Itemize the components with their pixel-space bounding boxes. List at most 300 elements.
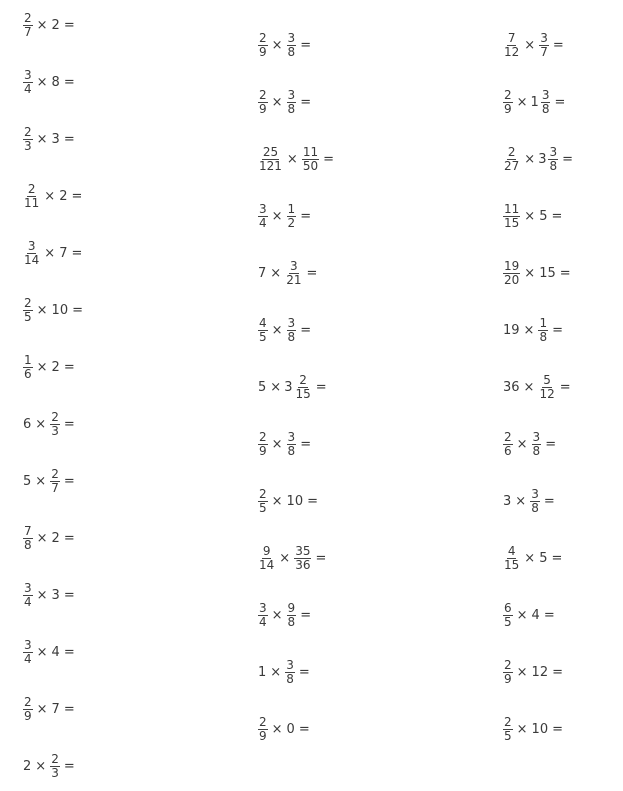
numerator: 9: [262, 543, 271, 558]
denominator: 27: [504, 158, 520, 173]
denominator: 121: [259, 158, 282, 173]
number: 19: [503, 322, 520, 338]
times-sign: ×: [271, 721, 283, 737]
equals-sign: =: [543, 607, 555, 623]
numerator: 1: [539, 315, 548, 330]
denominator: 8: [287, 44, 296, 59]
numerator: 3: [287, 30, 296, 45]
numerator: 2: [259, 714, 267, 729]
fraction: [50, 411, 60, 438]
equals-sign: =: [551, 550, 563, 566]
equals-sign: =: [543, 493, 555, 509]
number: 12: [531, 664, 549, 680]
equals-sign: =: [300, 37, 312, 53]
fraction: [294, 374, 311, 401]
equals-sign: =: [554, 94, 566, 110]
fraction: [503, 260, 520, 287]
numerator: 3: [549, 144, 558, 159]
fraction: [23, 126, 33, 153]
numerator: 3: [259, 201, 267, 216]
fraction: [503, 32, 520, 59]
numerator: 2: [24, 694, 32, 709]
denominator: 9: [259, 44, 267, 59]
denominator: 4: [24, 81, 32, 96]
denominator: 8: [541, 101, 550, 116]
problem-row: [257, 647, 313, 697]
number: 15: [539, 265, 556, 281]
equals-sign: =: [63, 416, 75, 432]
fraction: [258, 716, 268, 743]
equals-sign: =: [300, 607, 312, 623]
times-sign: ×: [271, 493, 283, 509]
denominator: 8: [287, 101, 296, 116]
equals-sign: =: [300, 436, 312, 452]
times-sign: ×: [516, 607, 528, 623]
numerator: 2: [51, 751, 59, 766]
numerator: 4: [507, 543, 516, 558]
denominator: 14: [259, 557, 275, 572]
numerator: 9: [287, 600, 296, 615]
times-sign: ×: [36, 359, 48, 375]
problem-row: [22, 228, 85, 278]
problem-row: [257, 419, 314, 469]
numerator: 6: [504, 600, 512, 615]
numerator: 2: [24, 124, 32, 139]
fraction: [23, 183, 40, 210]
number: 7: [258, 265, 267, 281]
fraction: [23, 69, 33, 96]
problem-row: [22, 114, 78, 164]
denominator: 8: [532, 443, 541, 458]
denominator: 36: [295, 557, 311, 572]
problem-row: [257, 533, 329, 583]
denominator: 5: [259, 500, 267, 515]
equals-sign: =: [300, 208, 312, 224]
fraction: [287, 431, 297, 458]
problem-row: [502, 248, 574, 298]
fraction: [503, 716, 513, 743]
equals-sign: =: [552, 721, 563, 737]
times-sign: ×: [36, 587, 48, 603]
numerator: 2: [504, 429, 512, 444]
denominator: 5: [504, 614, 512, 629]
fraction: [50, 468, 60, 495]
equals-sign: =: [72, 302, 83, 318]
problem-row: [502, 134, 576, 184]
number: 5: [539, 550, 548, 566]
numerator: 3: [531, 486, 539, 501]
denominator: 8: [287, 443, 296, 458]
denominator: 8: [286, 671, 294, 686]
number: 3: [503, 493, 512, 509]
times-sign: ×: [36, 74, 48, 90]
times-sign: ×: [271, 322, 283, 338]
fraction: [287, 317, 297, 344]
fraction: [548, 146, 558, 173]
problem-row: [22, 285, 86, 335]
number: 2: [23, 758, 32, 774]
problem-row: [502, 305, 566, 355]
fraction: [541, 89, 551, 116]
equals-sign: =: [559, 265, 571, 281]
problem-row: [502, 419, 559, 469]
equals-sign: =: [63, 473, 75, 489]
problem-row: [22, 171, 85, 221]
fraction: [285, 260, 302, 287]
denominator: 50: [302, 158, 319, 173]
number: 0: [286, 721, 295, 737]
denominator: 6: [504, 443, 512, 458]
equals-sign: =: [63, 359, 75, 375]
problem-row: [257, 191, 314, 241]
numerator: 1: [287, 201, 296, 216]
equals-sign: =: [63, 74, 75, 90]
times-sign: ×: [36, 17, 48, 33]
numerator: 4: [259, 315, 267, 330]
problem-row: [502, 647, 566, 697]
equals-sign: =: [63, 758, 75, 774]
times-sign: ×: [523, 322, 535, 338]
number: 3: [51, 131, 60, 147]
number: 10: [531, 721, 549, 737]
problem-row: [257, 305, 314, 355]
problem-row: [502, 476, 558, 526]
numerator: 2: [507, 144, 516, 159]
problem-row: [502, 191, 565, 241]
fraction: [258, 602, 268, 629]
denominator: 7: [540, 44, 548, 59]
times-sign: ×: [515, 493, 527, 509]
fraction: [50, 753, 60, 780]
numerator: 3: [290, 258, 298, 273]
number: 2: [59, 188, 68, 204]
times-sign: ×: [524, 265, 536, 281]
problem-row: [502, 362, 574, 412]
denominator: 15: [504, 215, 520, 230]
numerator: 2: [259, 30, 267, 45]
denominator: 3: [24, 138, 32, 153]
fraction: [503, 602, 513, 629]
problem-row: [257, 134, 337, 184]
fraction: [287, 89, 297, 116]
equals-sign: =: [63, 587, 75, 603]
equals-sign: =: [63, 131, 75, 147]
problem-row: [22, 57, 78, 107]
numerator: 2: [27, 181, 36, 196]
numerator: 19: [504, 258, 520, 273]
numerator: 25: [262, 144, 279, 159]
denominator: 12: [504, 44, 520, 59]
equals-sign: =: [552, 664, 563, 680]
problem-row: [502, 704, 566, 754]
numerator: 3: [27, 238, 36, 253]
equals-sign: =: [315, 379, 327, 395]
fraction: [503, 545, 520, 572]
denominator: 8: [287, 614, 296, 629]
fraction: [503, 146, 520, 173]
denominator: 4: [24, 651, 32, 666]
fraction: [503, 89, 513, 116]
fraction: [258, 203, 268, 230]
numerator: 2: [259, 429, 267, 444]
times-sign: ×: [44, 245, 56, 261]
denominator: 3: [51, 423, 59, 438]
numerator: 3: [287, 429, 296, 444]
problem-row: [257, 77, 314, 127]
numerator: 2: [259, 87, 267, 102]
numerator: 2: [504, 87, 512, 102]
times-sign: ×: [524, 37, 536, 53]
problem-row: [22, 456, 78, 506]
numerator: 2: [51, 409, 59, 424]
equals-sign: =: [552, 322, 563, 338]
times-sign: ×: [36, 530, 48, 546]
fraction: [258, 317, 268, 344]
equals-sign: =: [551, 208, 563, 224]
number: 10: [51, 302, 69, 318]
numerator: 11: [504, 201, 520, 216]
whole-part: 3: [284, 379, 293, 395]
times-sign: ×: [270, 379, 282, 395]
problem-row: [22, 684, 78, 734]
denominator: 7: [51, 480, 59, 495]
equals-sign: =: [298, 721, 310, 737]
times-sign: ×: [524, 151, 536, 167]
equals-sign: =: [559, 379, 571, 395]
problem-row: [257, 248, 320, 298]
denominator: 8: [539, 329, 548, 344]
problem-row: [257, 362, 330, 412]
equals-sign: =: [63, 644, 75, 660]
times-sign: ×: [516, 436, 528, 452]
numerator: 3: [541, 87, 550, 102]
denominator: 4: [259, 614, 267, 629]
numerator: 7: [24, 523, 32, 538]
equals-sign: =: [552, 37, 564, 53]
numerator: 2: [299, 372, 307, 387]
numerator: 3: [540, 30, 548, 45]
times-sign: ×: [44, 188, 56, 204]
denominator: 6: [24, 366, 32, 381]
numerator: 3: [259, 600, 267, 615]
number: 4: [531, 607, 540, 623]
fraction: [287, 32, 297, 59]
fraction: [23, 297, 33, 324]
mixed-number: [531, 89, 552, 116]
fraction: [285, 659, 295, 686]
number: 7: [59, 245, 68, 261]
fraction: [287, 203, 297, 230]
numerator: 3: [24, 67, 32, 82]
numerator: 3: [287, 87, 296, 102]
number: 7: [51, 701, 60, 717]
denominator: 9: [259, 101, 267, 116]
equals-sign: =: [323, 151, 334, 167]
times-sign: ×: [271, 607, 283, 623]
number: 5: [258, 379, 267, 395]
times-sign: ×: [35, 758, 47, 774]
equals-sign: =: [63, 530, 75, 546]
times-sign: ×: [36, 644, 48, 660]
problem-row: [22, 342, 78, 392]
fraction: [503, 659, 513, 686]
numerator: 2: [504, 657, 512, 672]
times-sign: ×: [270, 265, 282, 281]
fraction: [538, 374, 555, 401]
equals-sign: =: [562, 151, 574, 167]
fraction: [503, 203, 520, 230]
denominator: 8: [549, 158, 558, 173]
times-sign: ×: [516, 721, 528, 737]
numerator: 5: [543, 372, 551, 387]
denominator: 20: [504, 272, 520, 287]
problem-row: [502, 533, 565, 583]
problem-row: [257, 20, 314, 70]
denominator: 3: [51, 765, 59, 780]
denominator: 4: [24, 594, 32, 609]
denominator: 8: [24, 537, 32, 552]
number: 1: [258, 664, 267, 680]
problem-row: [502, 20, 567, 70]
fraction: [287, 602, 297, 629]
denominator: 8: [531, 500, 539, 515]
fraction: [258, 431, 268, 458]
times-sign: ×: [271, 436, 283, 452]
denominator: 14: [24, 252, 40, 267]
times-sign: ×: [523, 379, 535, 395]
denominator: 9: [24, 708, 32, 723]
times-sign: ×: [524, 208, 536, 224]
problem-row: [22, 570, 78, 620]
fraction: [503, 431, 513, 458]
problem-row: [22, 399, 78, 449]
number: 4: [51, 644, 60, 660]
numerator: 2: [51, 466, 59, 481]
denominator: 4: [259, 215, 267, 230]
fraction: [530, 488, 540, 515]
problem-row: [257, 590, 314, 640]
denominator: 9: [504, 101, 512, 116]
equals-sign: =: [298, 664, 310, 680]
denominator: 11: [24, 195, 40, 210]
number: 3: [51, 587, 60, 603]
numerator: 2: [24, 10, 32, 25]
numerator: 7: [507, 30, 516, 45]
problem-row: [257, 476, 321, 526]
numerator: 3: [532, 429, 541, 444]
numerator: 2: [504, 714, 512, 729]
numerator: 1: [24, 352, 32, 367]
denominator: 9: [259, 443, 267, 458]
denominator: 5: [259, 329, 267, 344]
number: 5: [23, 473, 32, 489]
equals-sign: =: [545, 436, 557, 452]
times-sign: ×: [35, 416, 47, 432]
times-sign: ×: [279, 550, 291, 566]
fraction: [258, 545, 275, 572]
fraction: [23, 639, 33, 666]
denominator: 5: [24, 309, 32, 324]
equals-sign: =: [300, 94, 312, 110]
whole-part: 1: [530, 94, 539, 110]
number: 10: [286, 493, 304, 509]
fraction: [23, 525, 33, 552]
problem-row: [22, 513, 78, 563]
times-sign: ×: [271, 208, 283, 224]
fraction: [258, 146, 283, 173]
fraction: [539, 32, 549, 59]
equals-sign: =: [71, 245, 83, 261]
number: 2: [51, 17, 60, 33]
equals-sign: =: [63, 701, 75, 717]
fraction: [532, 431, 542, 458]
times-sign: ×: [36, 701, 48, 717]
numerator: 2: [24, 295, 32, 310]
numerator: 3: [287, 315, 296, 330]
number: 36: [503, 379, 520, 395]
fraction: [258, 32, 268, 59]
denominator: 8: [287, 329, 296, 344]
fraction: [302, 146, 319, 173]
fraction: [294, 545, 311, 572]
number: 2: [51, 359, 60, 375]
times-sign: ×: [36, 302, 48, 318]
fraction: [23, 696, 33, 723]
equals-sign: =: [307, 493, 318, 509]
denominator: 15: [295, 386, 311, 401]
denominator: 5: [504, 728, 512, 743]
times-sign: ×: [516, 94, 528, 110]
denominator: 21: [286, 272, 302, 287]
number: 5: [539, 208, 548, 224]
number: 8: [51, 74, 60, 90]
denominator: 7: [24, 24, 32, 39]
fraction: [538, 317, 548, 344]
problem-row: [22, 627, 78, 677]
fraction: [23, 582, 33, 609]
denominator: 12: [539, 386, 555, 401]
mixed-number: [284, 374, 313, 401]
numerator: 3: [286, 657, 294, 672]
times-sign: ×: [271, 94, 283, 110]
fraction: [258, 89, 268, 116]
denominator: 2: [287, 215, 296, 230]
problem-row: [502, 77, 568, 127]
number: 6: [23, 416, 32, 432]
times-sign: ×: [516, 664, 528, 680]
equals-sign: =: [63, 17, 75, 33]
times-sign: ×: [271, 37, 283, 53]
fraction: [258, 488, 268, 515]
equals-sign: =: [306, 265, 318, 281]
equals-sign: =: [315, 550, 327, 566]
denominator: 9: [504, 671, 512, 686]
times-sign: ×: [524, 550, 536, 566]
denominator: 9: [259, 728, 267, 743]
whole-part: 3: [538, 151, 547, 167]
numerator: 2: [259, 486, 267, 501]
fraction: [23, 12, 33, 39]
problem-row: [22, 0, 78, 50]
times-sign: ×: [36, 131, 48, 147]
numerator: 11: [302, 144, 319, 159]
problem-row: [257, 704, 313, 754]
numerator: 3: [24, 637, 32, 652]
fraction: [23, 240, 40, 267]
mixed-number: [538, 146, 559, 173]
problem-row: [502, 590, 558, 640]
problem-row: [22, 741, 78, 791]
